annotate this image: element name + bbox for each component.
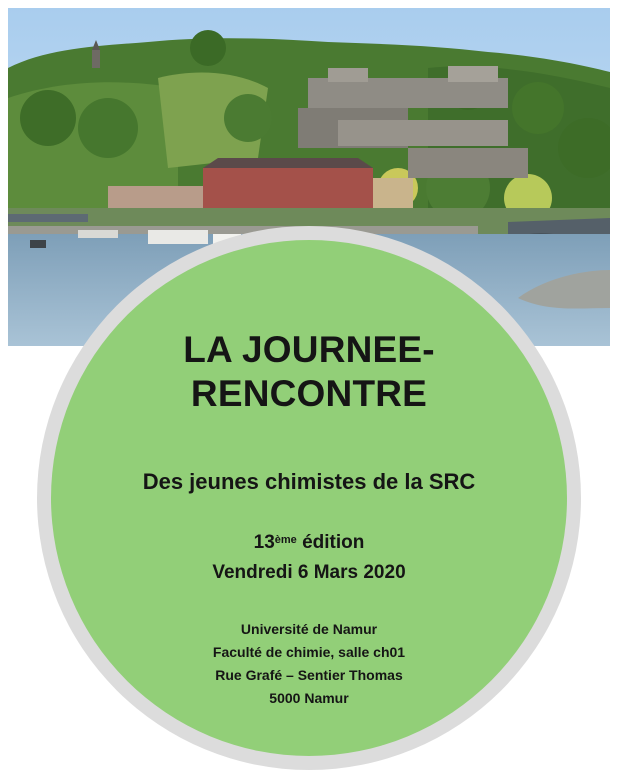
edition-word: édition [302, 532, 365, 553]
edition-suffix: ème [274, 534, 297, 546]
address-line: 5000 Namur [269, 690, 349, 706]
address-line: Faculté de chimie, salle ch01 [212, 644, 406, 660]
event-date: Vendredi 6 Mars 2020 [212, 562, 406, 583]
address-line: Rue Grafé – Sentier Thomas [215, 667, 403, 683]
event-address [51, 618, 567, 710]
edition-label [51, 530, 567, 556]
edition-number: 13 [253, 532, 275, 553]
event-subtitle: Des jeunes chimistes de la SRC [142, 469, 476, 494]
title-line-1: LA JOURNEE- [183, 329, 435, 370]
poster-content [51, 240, 567, 756]
event-title [51, 328, 567, 416]
title-line-2: RENCONTRE [190, 373, 428, 414]
address-line: Université de Namur [240, 621, 378, 637]
